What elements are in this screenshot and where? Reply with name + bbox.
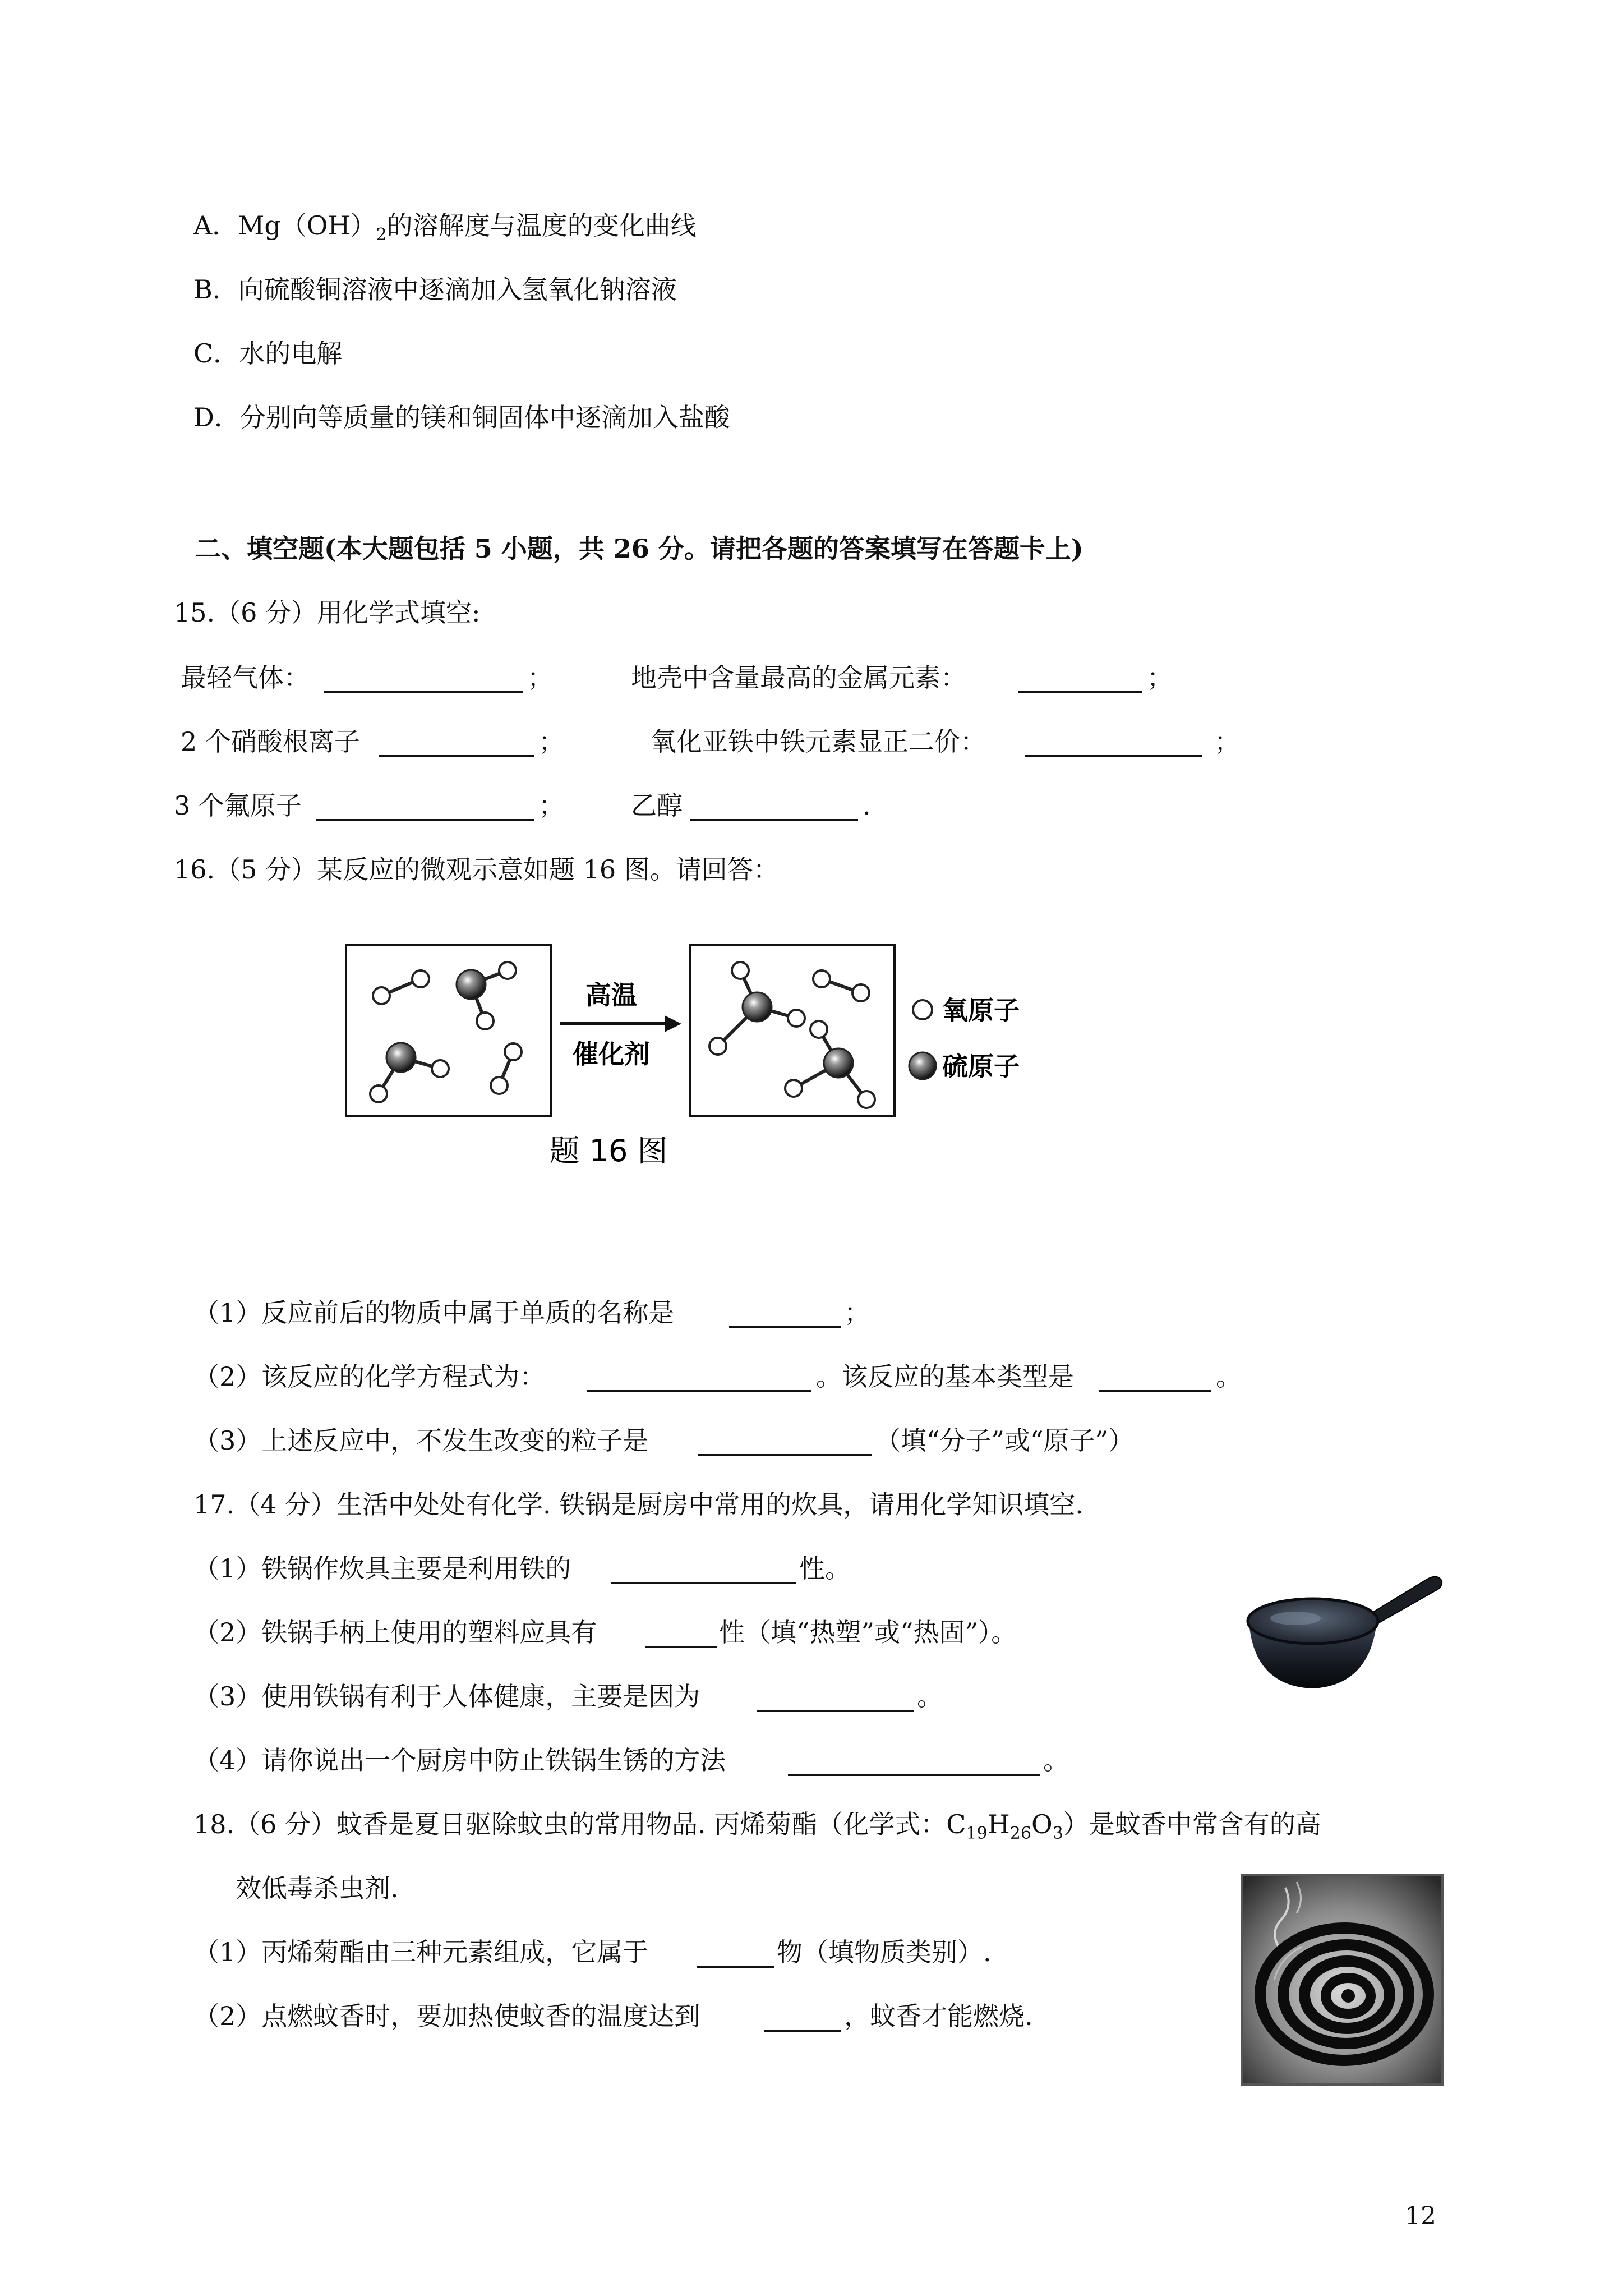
reactant-sulfur-2 <box>386 1043 416 1072</box>
legend-sulfur-label: 硫原子 <box>942 1051 1020 1082</box>
reactant-sulfur-1 <box>457 970 486 999</box>
q18-part2-end: ，蚊香才能燃烧. <box>844 2001 1033 2031</box>
q16-part3-end: （填“分子”或“原子”） <box>875 1425 1135 1456</box>
arrow-condition-top: 高温 <box>585 980 637 1010</box>
q17-part2: （2）铁锅手柄上使用的塑料应具有 <box>193 1617 597 1648</box>
product-sulfur-2 <box>824 1048 853 1078</box>
q16-part2-blank-type <box>1099 1390 1211 1392</box>
wok-picture <box>1242 1565 1450 1694</box>
legend-oxygen-label: 氧原子 <box>942 995 1020 1025</box>
q15-semicolon-1: ； <box>527 662 553 693</box>
q17-part4: （4）请你说出一个厨房中防止铁锅生锈的方法 <box>193 1745 726 1775</box>
legend-oxygen-symbol <box>913 1000 932 1019</box>
q16-part2: （2）该反应的化学方程式为： <box>193 1361 546 1392</box>
q15-metal-element-blank <box>1018 691 1142 693</box>
q18-part1-blank <box>697 1966 774 1968</box>
q15-period: . <box>863 790 871 821</box>
q16-part1-blank <box>729 1326 841 1328</box>
q16-title: 16.（5 分）某反应的微观示意如题 16 图。请回答： <box>174 854 779 885</box>
q18-title-line2: 效低毒杀虫剂. <box>236 1873 399 1903</box>
option-c: C．水的电解 <box>193 338 343 369</box>
q15-metal-element-label: 地壳中含量最高的金属元素： <box>631 662 966 693</box>
q17-title: 17.（4 分）生活中处处有化学. 铁锅是厨房中常用的炊具，请用化学知识填空. <box>193 1489 1083 1520</box>
product-sulfur-1 <box>743 992 772 1022</box>
q15-lightest-gas-blank <box>324 691 523 693</box>
q15-lightest-gas-label: 最轻气体： <box>181 662 310 693</box>
q16-part2-blank-equation <box>587 1390 811 1392</box>
q17-part2-blank <box>645 1646 717 1648</box>
q16-part1-end: ； <box>844 1297 870 1328</box>
q18-part2: （2）点燃蚊香时，要加热使蚊香的温度达到 <box>193 2001 700 2031</box>
option-a: A．$Mg(OH)_2$的溶解度与温度的变化曲线 <box>193 210 697 245</box>
q15-nitrate-label: 2 个硝酸根离子 <box>181 726 360 757</box>
q15-ethanol-blank <box>690 819 858 821</box>
q15-fluorine-blank <box>316 819 534 821</box>
option-b: B．向硫酸铜溶液中逐滴加入氢氧化钠溶液 <box>193 274 677 305</box>
q17-part2-end: 性（填“热塑”或“热固”）。 <box>719 1617 1017 1648</box>
q18-part1-end: 物（填物质类别）. <box>777 1937 992 1967</box>
q17-part3-blank <box>757 1710 914 1712</box>
mosquito-coil-picture <box>1241 1874 1444 2086</box>
q15-ethanol-label: 乙醇 <box>631 790 683 821</box>
q17-part1-end: 性。 <box>799 1553 851 1584</box>
option-d: D．分别向等质量的镁和铜固体中逐滴加入盐酸 <box>193 402 730 432</box>
q16-part1: （1）反应前后的物质中属于单质的名称是 <box>193 1297 675 1328</box>
q16-part2-mid: 。该反应的基本类型是 <box>816 1361 1074 1392</box>
q16-part3: （3）上述反应中，不发生改变的粒子是 <box>193 1425 649 1456</box>
q15-semicolon-2: ； <box>1147 662 1173 693</box>
q17-part3-end: 。 <box>917 1681 943 1711</box>
q15-fluorine-label: 3 个氟原子 <box>174 790 302 821</box>
q16-part3-blank <box>698 1454 872 1456</box>
q17-part4-end: 。 <box>1043 1745 1069 1775</box>
figure-caption: 题 16 图 <box>549 1133 668 1168</box>
page-number: 12 <box>1405 2202 1436 2230</box>
q15-title: 15.（6 分）用化学式填空: <box>174 597 481 628</box>
q15-iron-oxide-blank <box>1025 755 1202 757</box>
q18-part1: （1）丙烯菊酯由三种元素组成，它属于 <box>193 1937 649 1967</box>
q15-semicolon-4: ； <box>1214 726 1240 757</box>
q15-semicolon-5: ； <box>538 790 564 821</box>
q16-reaction-diagram <box>336 937 1066 1178</box>
legend-sulfur-symbol <box>909 1052 936 1079</box>
arrow-condition-bottom: 催化剂 <box>573 1039 650 1069</box>
q17-part1: （1）铁锅作炊具主要是利用铁的 <box>193 1553 571 1584</box>
q17-part4-blank <box>788 1774 1040 1776</box>
q15-semicolon-3: ； <box>538 726 564 757</box>
q17-part3: （3）使用铁锅有利于人体健康，主要是因为 <box>193 1681 700 1711</box>
section-heading: 二、填空题(本大题包括 5 小题，共 26 分。请把各题的答案填写在答题卡上) <box>195 533 1083 564</box>
q16-part2-end: 。 <box>1216 1361 1242 1392</box>
q15-nitrate-blank <box>379 755 534 757</box>
q17-part1-blank <box>611 1582 796 1584</box>
q15-iron-oxide-label: 氧化亚铁中铁元素显正二价： <box>651 726 986 757</box>
q18-part2-blank <box>764 2030 841 2032</box>
q18-title: 18.（6 分）蚊香是夏日驱除蚊虫的常用物品. 丙烯菊酯（化学式：$C_{19}H_{26}O_3$）是蚊香中常含有的高 <box>193 1809 1321 1844</box>
